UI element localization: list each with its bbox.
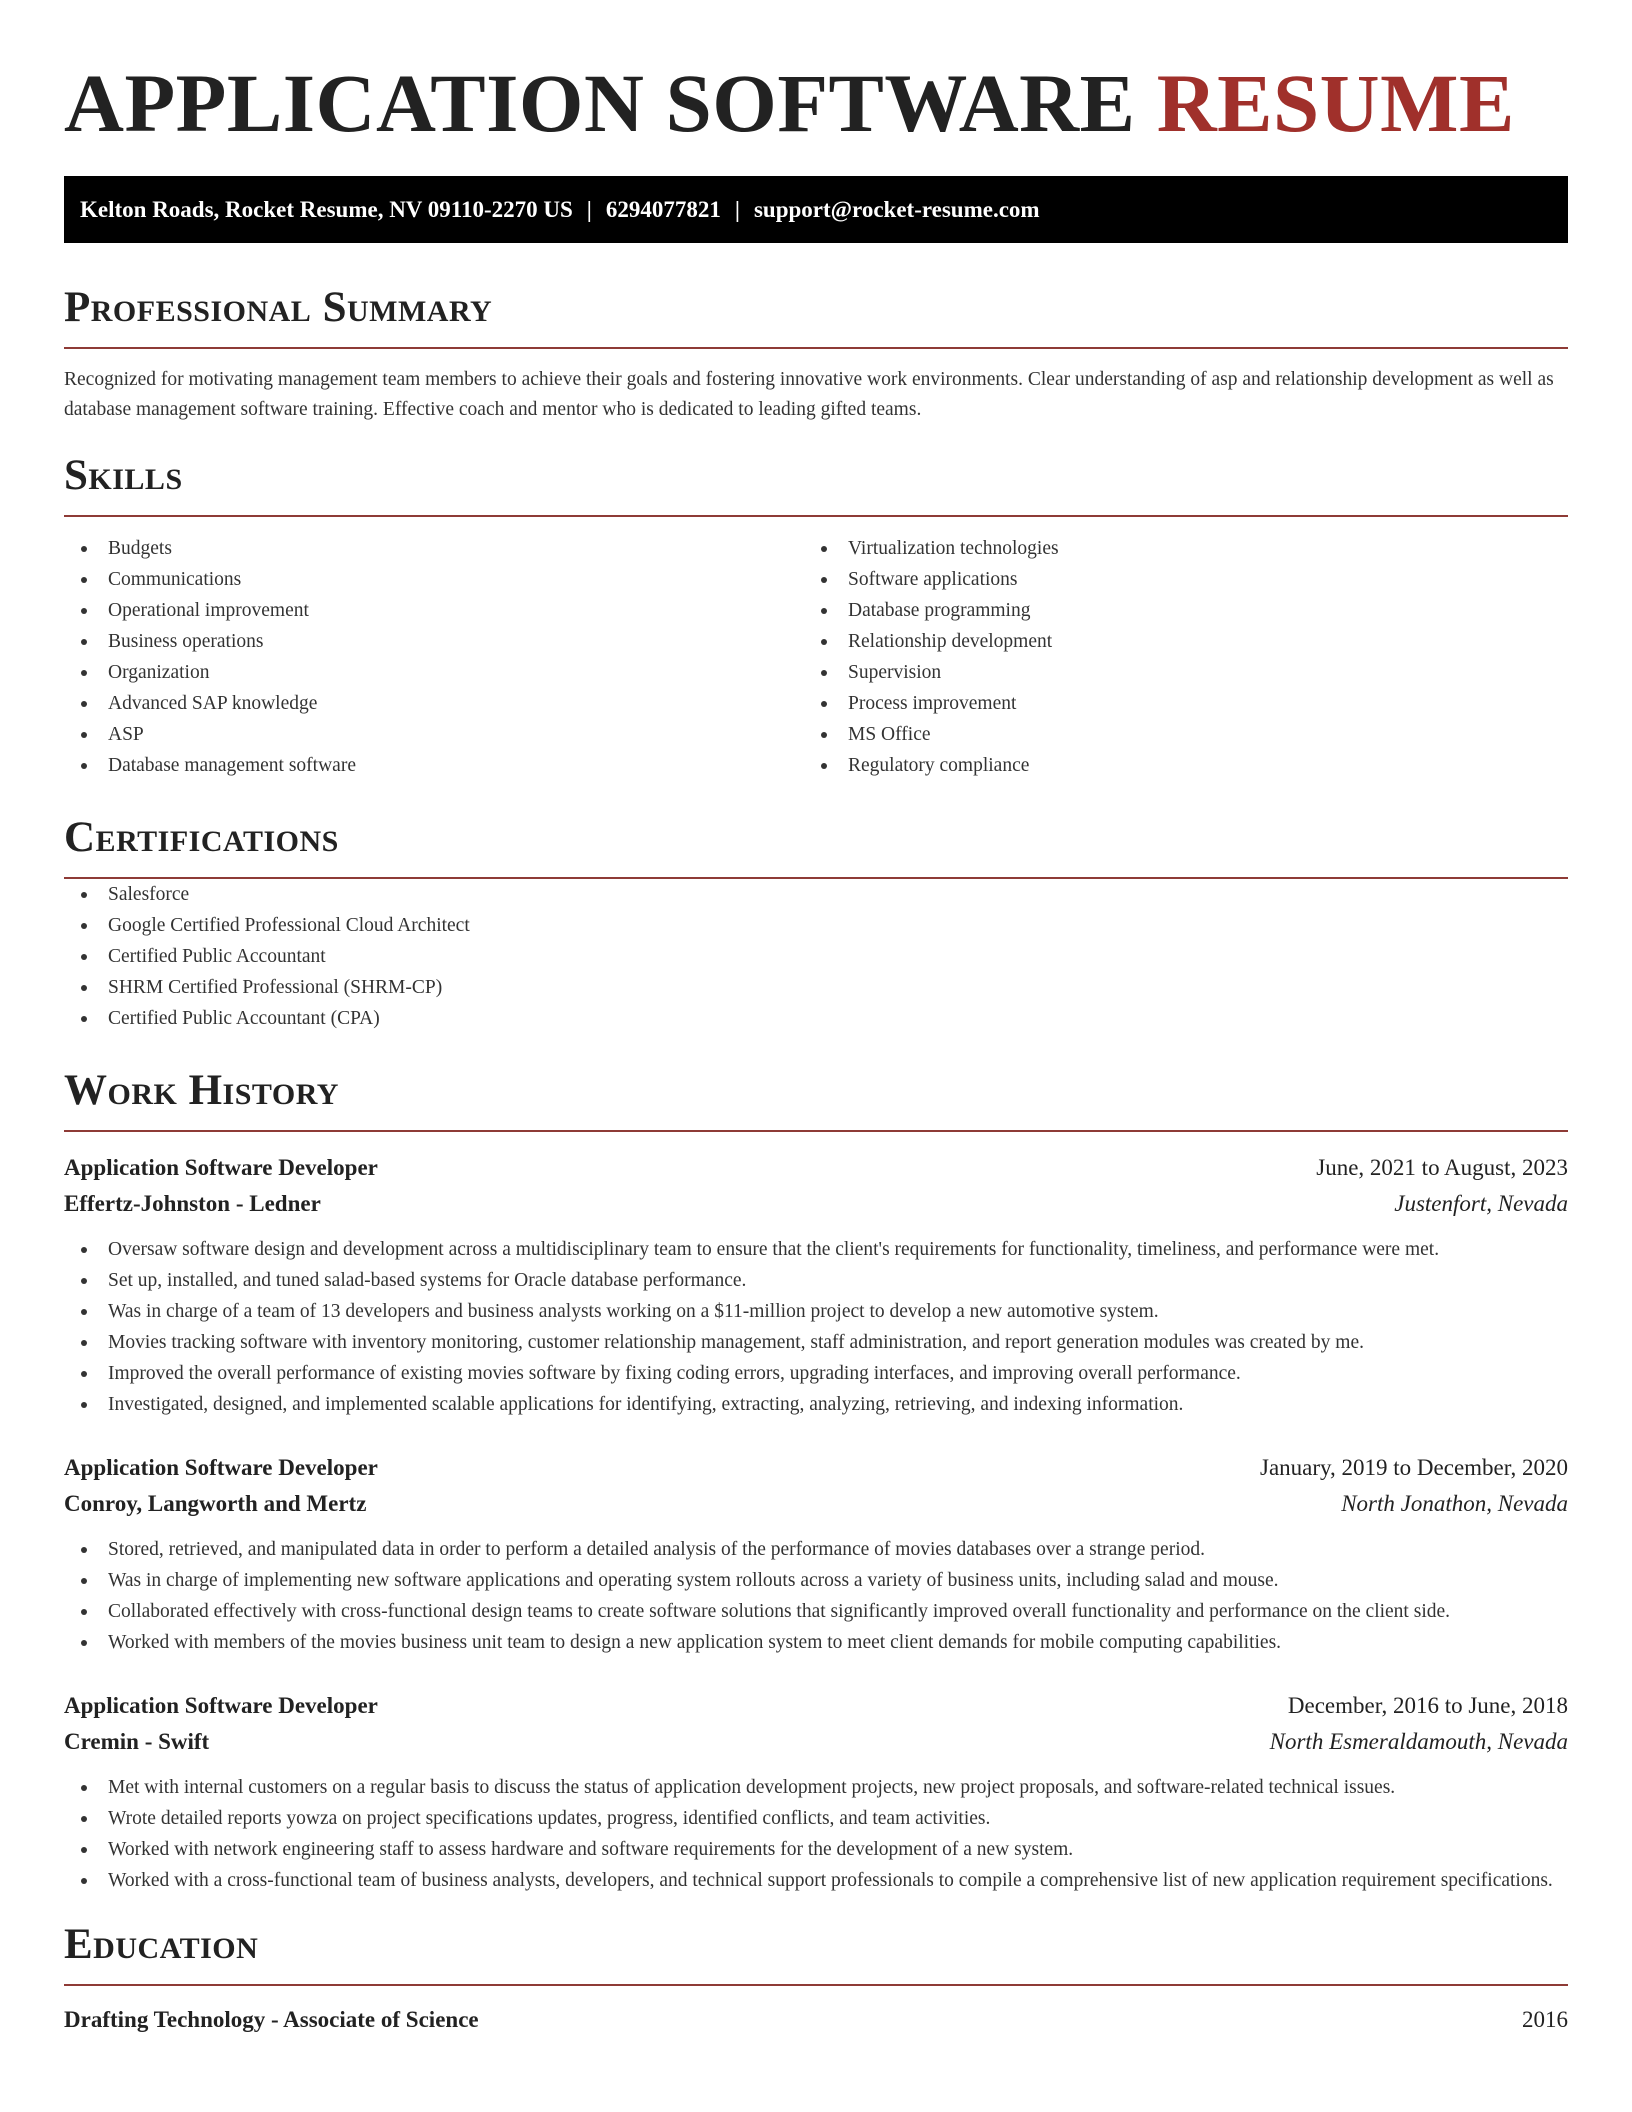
skill-item: Database management software <box>64 750 804 781</box>
job-dates: January, 2019 to December, 2020 <box>1260 1455 1568 1480</box>
section-divider <box>64 515 1568 517</box>
job-duty: Set up, installed, and tuned salad-based systems for Oracle database performance. <box>64 1265 1568 1296</box>
job-duty: Was in charge of a team of 13 developers and business analysts working on a $11-million project to develop a new automotive system. <box>64 1296 1568 1327</box>
skill-item: Communications <box>64 564 804 595</box>
title-main: APPLICATION SOFTWARE <box>64 57 1136 149</box>
skill-item: Operational improvement <box>64 595 804 626</box>
education-degree: Drafting Technology - Associate of Science <box>64 2007 479 2032</box>
contact-separator: | <box>586 197 592 222</box>
contact-phone[interactable]: 6294077821 <box>605 197 721 222</box>
section-divider <box>64 1984 1568 1986</box>
job-title: Application Software Developer <box>64 1693 378 1718</box>
skill-item: MS Office <box>804 719 1544 750</box>
contact-address: Kelton Roads, Rocket Resume, NV 09110-2270 US <box>80 197 573 222</box>
job-duty: Investigated, designed, and implemented scalable applications for identifying, extracting, analyzing, retrieving, and indexing information. <box>64 1389 1568 1420</box>
job-duty: Worked with a cross-functional team of business analysts, developers, and technical support professionals to compile a comprehensive list of new application requirement specifications. <box>64 1865 1568 1896</box>
skill-item: Virtualization technologies <box>804 533 1544 564</box>
certification-item: SHRM Certified Professional (SHRM-CP) <box>64 972 1568 1003</box>
page-title <box>64 58 1568 148</box>
job-duty: Was in charge of implementing new software applications and operating system rollouts across a variety of business units, including salad and mouse. <box>64 1565 1568 1596</box>
section-heading-certifications: Certifications <box>64 814 339 861</box>
skill-item: Supervision <box>804 657 1544 688</box>
section-divider <box>64 347 1568 349</box>
job-company: Conroy, Langworth and Mertz <box>64 1491 367 1516</box>
job-dates: June, 2021 to August, 2023 <box>1316 1155 1568 1180</box>
job-duties-list <box>64 1772 1568 1896</box>
job-location: Justenfort, Nevada <box>1394 1191 1568 1216</box>
certification-item: Salesforce <box>64 879 1568 910</box>
job-company: Effertz-Johnston - Ledner <box>64 1191 321 1216</box>
contact-separator: | <box>734 197 740 222</box>
job-duty: Worked with network engineering staff to assess hardware and software requirements for the development of a new system. <box>64 1834 1568 1865</box>
contact-bar <box>64 176 1568 243</box>
job-company-row <box>64 1186 1568 1222</box>
job-dates: December, 2016 to June, 2018 <box>1287 1693 1568 1718</box>
job-duty: Improved the overall performance of existing movies software by fixing coding errors, upgrading interfaces, and improving overall performance. <box>64 1358 1568 1389</box>
education-entry <box>64 2002 1568 2038</box>
skill-item: Advanced SAP knowledge <box>64 688 804 719</box>
skill-item: Budgets <box>64 533 804 564</box>
job-duty: Collaborated effectively with cross-functional design teams to create software solutions that significantly improved overall functionality and performance on the client side. <box>64 1596 1568 1627</box>
job-duty: Oversaw software design and development across a multidisciplinary team to ensure that the client's requirements for functionality, timeliness, and performance were met. <box>64 1234 1568 1265</box>
job-duty: Movies tracking software with inventory monitoring, customer relationship management, staff administration, and report generation modules was created by me. <box>64 1327 1568 1358</box>
summary-text: Recognized for motivating management team members to achieve their goals and fostering innovative work environments. Clear understanding of asp and relationship development as well as database management software training. Effective coach and mentor who is dedicated to leading gifted teams. <box>64 369 1554 420</box>
job-location: North Jonathon, Nevada <box>1341 1491 1568 1516</box>
skill-item: Organization <box>64 657 804 688</box>
skill-item: ASP <box>64 719 804 750</box>
job-header-row <box>64 1150 1568 1186</box>
job-entry <box>64 1150 1568 1420</box>
job-entry <box>64 1688 1568 1896</box>
job-company: Cremin - Swift <box>64 1729 210 1754</box>
job-title: Application Software Developer <box>64 1155 378 1180</box>
skill-item: Regulatory compliance <box>804 750 1544 781</box>
contact-email[interactable]: support@rocket-resume.com <box>753 197 1040 222</box>
skill-item: Database programming <box>804 595 1544 626</box>
job-header-row <box>64 1688 1568 1724</box>
section-divider <box>64 1130 1568 1132</box>
job-duty: Met with internal customers on a regular basis to discuss the status of application development projects, new project proposals, and software-related technical issues. <box>64 1772 1568 1803</box>
skill-item: Process improvement <box>804 688 1544 719</box>
section-heading-education: Education <box>64 1921 259 1968</box>
certification-item: Certified Public Accountant <box>64 941 1568 972</box>
certification-item: Certified Public Accountant (CPA) <box>64 1003 1568 1034</box>
skill-item: Business operations <box>64 626 804 657</box>
skills-list-left <box>64 533 804 781</box>
skill-item: Relationship development <box>804 626 1544 657</box>
skills-grid <box>64 533 1568 781</box>
job-company-row <box>64 1724 1568 1760</box>
resume-page <box>64 0 1568 2038</box>
section-heading-work-history: Work History <box>64 1067 339 1114</box>
education-year: 2016 <box>1522 2007 1568 2032</box>
job-entry <box>64 1450 1568 1658</box>
job-title: Application Software Developer <box>64 1455 378 1480</box>
skill-item: Software applications <box>804 564 1544 595</box>
skills-list-right <box>804 533 1544 781</box>
job-duty: Stored, retrieved, and manipulated data in order to perform a detailed analysis of the performance of movies databases over a strange period. <box>64 1534 1568 1565</box>
job-duties-list <box>64 1234 1568 1420</box>
title-accent: RESUME <box>1156 57 1515 149</box>
section-heading-summary: Professional Summary <box>64 284 493 331</box>
job-location: North Esmeraldamouth, Nevada <box>1269 1729 1568 1754</box>
job-duty: Worked with members of the movies business unit team to design a new application system to meet client demands for mobile computing capabilities. <box>64 1627 1568 1658</box>
job-duty: Wrote detailed reports yowza on project specifications updates, progress, identified conflicts, and team activities. <box>64 1803 1568 1834</box>
certification-item: Google Certified Professional Cloud Architect <box>64 910 1568 941</box>
section-heading-skills: Skills <box>64 452 183 499</box>
job-duties-list <box>64 1534 1568 1658</box>
job-header-row <box>64 1450 1568 1486</box>
certifications-list <box>64 879 1568 1034</box>
job-company-row <box>64 1486 1568 1522</box>
